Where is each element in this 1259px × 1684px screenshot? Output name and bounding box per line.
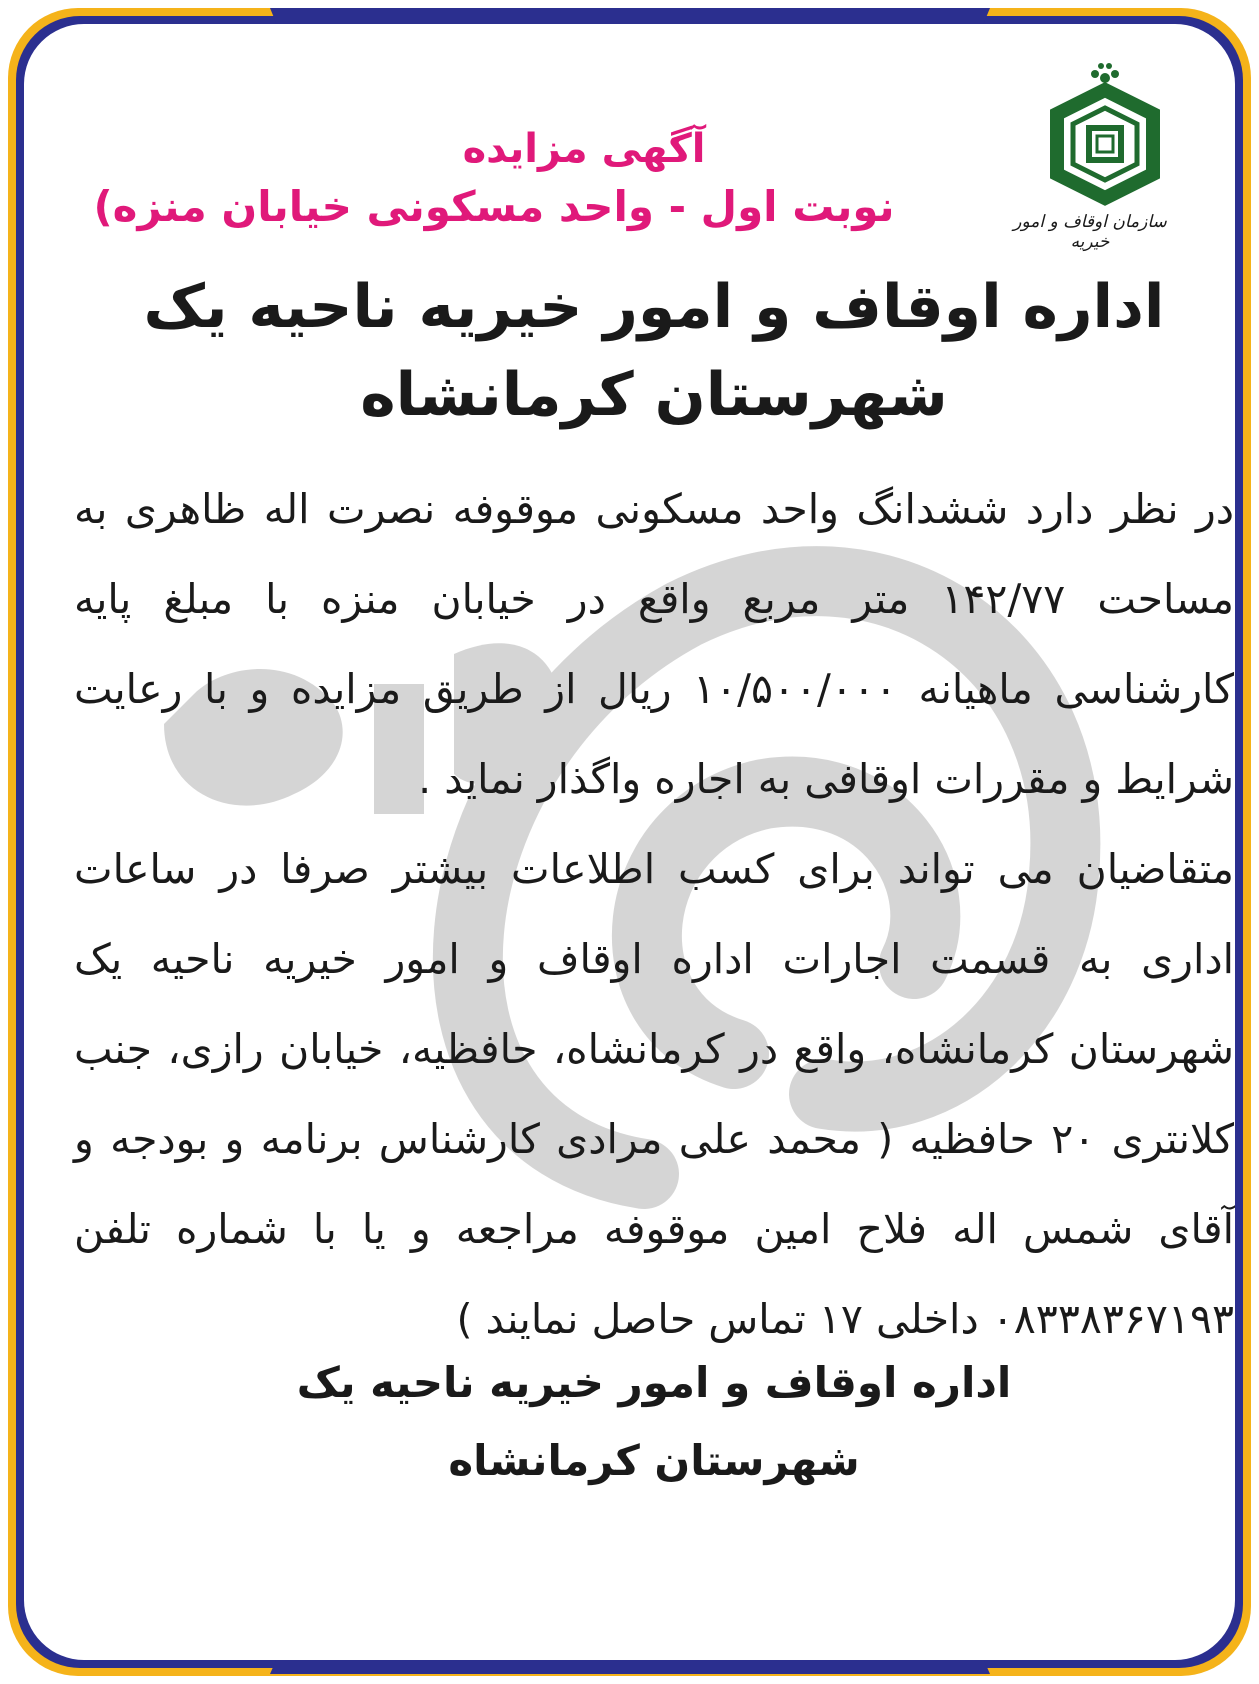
signature-line2: شهرستان کرمانشاه [448,1436,860,1485]
office-title-line2: شهرستان کرمانشاه [360,360,948,430]
body-paragraph-1: در نظر دارد ششدانگ واحد مسکونی موقوفه نصرت اله ظاهری به مساحت ۱۴۲/۷۷ متر مربع واقع در خیابان منزه با مبلغ پایه کارشناسی ماهیانه ۱۰/۵۰۰/۰۰۰ ریال از طریق مزایده و با رعایت شرایط و مقررات اوقافی به اجاره واگذار نماید . [74,485,1235,803]
body-paragraph-2: متقاضیان می تواند برای کسب اطلاعات بیشتر صرفا در ساعات اداری به قسمت اجارات اداره اوقاف و امور خیریه ناحیه یک شهرستان کرمانشاه، واقع در کرمانشاه، حافظیه، خیابان رازی، جنب کلانتری ۲۰ حافظیه ( محمد علی مرادی کارشناس برنامه و بودجه و آقای شمس اله فلاح امین موقوفه مراجعه و یا با شماره تلفن ۰۸۳۳۸۳۶۷۱۹۳ داخلی ۱۷ تماس حاصل نمایند ) [74,845,1234,1343]
auction-round-subheading: نوبت اول - واحد مسکونی خیابان منزه) [93,182,895,231]
office-title-line1: اداره اوقاف و امور خیریه ناحیه یک [143,272,1165,342]
signature-line1: اداره اوقاف و امور خیریه ناحیه یک [296,1358,1012,1407]
advertisement-paper [24,24,1235,1660]
logo-caption: سازمان اوقاف و امور خیریه [1013,212,1167,252]
notice-body [74,464,1234,1364]
auction-notice-heading: آگهی مزایده [462,126,706,172]
